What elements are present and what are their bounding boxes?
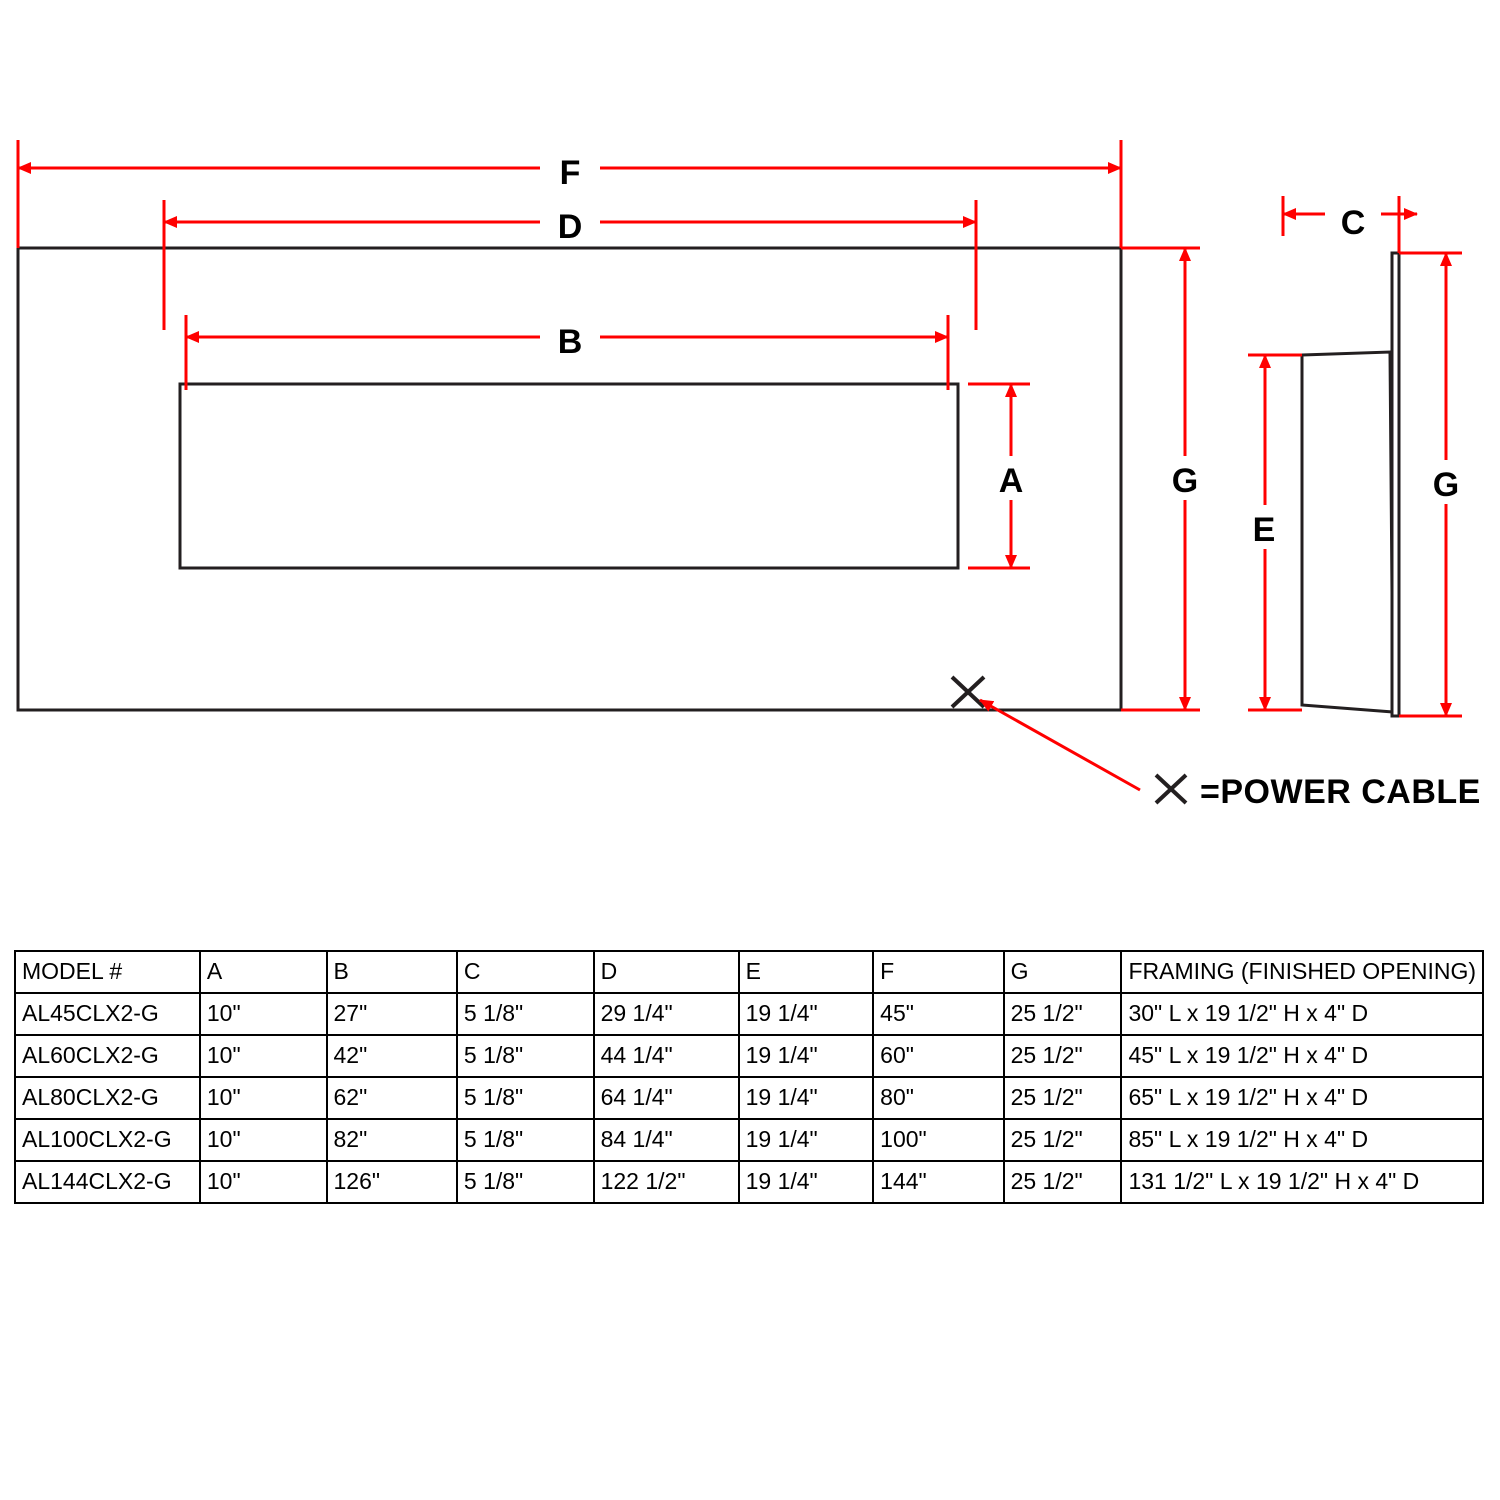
column-header-f: F <box>873 951 1003 993</box>
cell-model: AL45CLX2-G <box>15 993 200 1035</box>
cell-g: 25 1/2" <box>1004 1161 1122 1203</box>
cell-g: 25 1/2" <box>1004 1077 1122 1119</box>
dimension-label-b: B <box>557 323 583 361</box>
column-header-e: E <box>739 951 874 993</box>
cell-c: 5 1/8" <box>457 1119 594 1161</box>
column-header-b: B <box>327 951 457 993</box>
table-row <box>15 1077 1483 1119</box>
cell-e: 19 1/4" <box>739 1119 874 1161</box>
cell-c: 5 1/8" <box>457 1161 594 1203</box>
cell-e: 19 1/4" <box>739 1035 874 1077</box>
table-header-row <box>15 951 1483 993</box>
table-row <box>15 1035 1483 1077</box>
dimension-label-g-side: G <box>1432 466 1460 504</box>
column-header-g: G <box>1004 951 1122 993</box>
cell-f: 45" <box>873 993 1003 1035</box>
table-row <box>15 1119 1483 1161</box>
dimension-label-f: F <box>559 154 581 192</box>
power-cable-legend <box>1156 773 1481 811</box>
column-header-framing: FRAMING (FINISHED OPENING) <box>1121 951 1483 993</box>
cell-framing: 85" L x 19 1/2" H x 4" D <box>1121 1119 1483 1161</box>
cell-d: 29 1/4" <box>594 993 739 1035</box>
cell-framing: 65" L x 19 1/2" H x 4" D <box>1121 1077 1483 1119</box>
side-view-face-panel <box>1392 253 1399 716</box>
cell-e: 19 1/4" <box>739 993 874 1035</box>
cell-f: 100" <box>873 1119 1003 1161</box>
cell-f: 144" <box>873 1161 1003 1203</box>
cell-model: AL60CLX2-G <box>15 1035 200 1077</box>
cell-b: 27" <box>327 993 457 1035</box>
cell-model: AL80CLX2-G <box>15 1077 200 1119</box>
dimension-label-d: D <box>557 208 583 246</box>
cell-d: 44 1/4" <box>594 1035 739 1077</box>
cell-f: 60" <box>873 1035 1003 1077</box>
table-row <box>15 1161 1483 1203</box>
column-header-d: D <box>594 951 739 993</box>
cell-a: 10" <box>200 993 327 1035</box>
cell-d: 64 1/4" <box>594 1077 739 1119</box>
cell-b: 42" <box>327 1035 457 1077</box>
cell-model: AL100CLX2-G <box>15 1119 200 1161</box>
column-header-model: MODEL # <box>15 951 200 993</box>
cell-model: AL144CLX2-G <box>15 1161 200 1203</box>
cell-e: 19 1/4" <box>739 1161 874 1203</box>
power-cable-leader-line <box>980 700 1140 790</box>
cell-c: 5 1/8" <box>457 1077 594 1119</box>
dimension-label-a: A <box>998 462 1024 500</box>
power-cable-legend-text: =POWER CABLE <box>1200 773 1481 811</box>
cell-e: 19 1/4" <box>739 1077 874 1119</box>
column-header-c: C <box>457 951 594 993</box>
dimension-label-c: C <box>1340 204 1366 242</box>
cell-a: 10" <box>200 1161 327 1203</box>
firebox-opening-outline <box>180 384 958 568</box>
cell-a: 10" <box>200 1077 327 1119</box>
cell-c: 5 1/8" <box>457 993 594 1035</box>
cell-b: 126" <box>327 1161 457 1203</box>
cell-a: 10" <box>200 1035 327 1077</box>
table-row <box>15 993 1483 1035</box>
cell-f: 80" <box>873 1077 1003 1119</box>
specifications-table <box>14 950 1484 1204</box>
column-header-a: A <box>200 951 327 993</box>
cell-d: 122 1/2" <box>594 1161 739 1203</box>
dimension-label-e: E <box>1252 511 1276 549</box>
cell-d: 84 1/4" <box>594 1119 739 1161</box>
cell-b: 82" <box>327 1119 457 1161</box>
cell-b: 62" <box>327 1077 457 1119</box>
cell-framing: 131 1/2" L x 19 1/2" H x 4" D <box>1121 1161 1483 1203</box>
cell-g: 25 1/2" <box>1004 1119 1122 1161</box>
cell-a: 10" <box>200 1119 327 1161</box>
cell-framing: 45" L x 19 1/2" H x 4" D <box>1121 1035 1483 1077</box>
cell-g: 25 1/2" <box>1004 993 1122 1035</box>
cell-g: 25 1/2" <box>1004 1035 1122 1077</box>
side-view-body <box>1302 352 1393 712</box>
cell-framing: 30" L x 19 1/2" H x 4" D <box>1121 993 1483 1035</box>
cell-c: 5 1/8" <box>457 1035 594 1077</box>
dimension-label-g-front: G <box>1171 462 1199 500</box>
